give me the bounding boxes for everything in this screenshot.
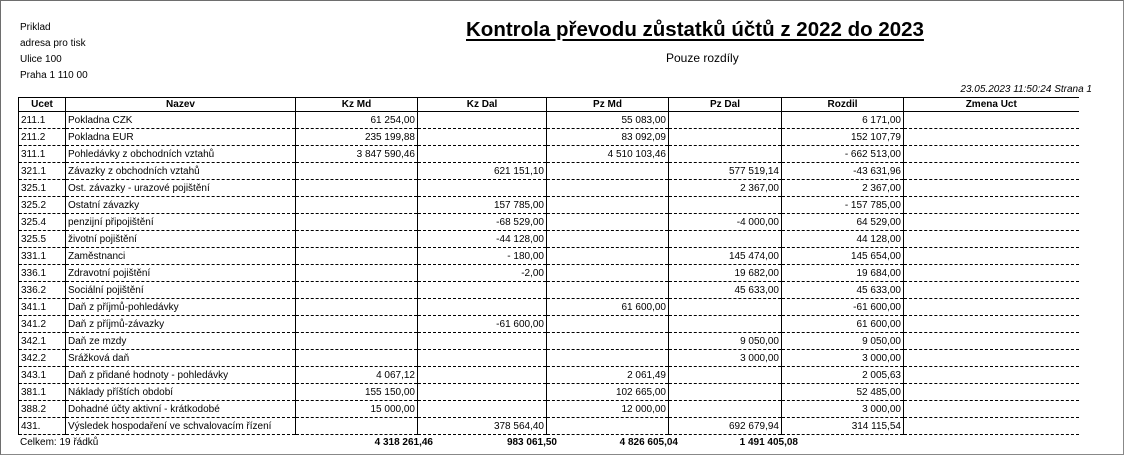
cell-kz-md — [296, 231, 418, 248]
report-title: Kontrola převodu zůstatků účtů z 2022 do 2023 — [466, 18, 924, 41]
table-row[interactable] — [19, 129, 1079, 146]
cell-pz-md: 2 061,49 — [547, 367, 669, 384]
table-row[interactable] — [19, 299, 1079, 316]
cell-pz-md — [547, 231, 669, 248]
cell-zmena-uct — [904, 401, 1079, 418]
cell-rozdil: -61 600,00 — [782, 299, 904, 316]
cell-pz-md — [547, 163, 669, 180]
cell-pz-dal — [669, 129, 782, 146]
cell-nazev: Sociální pojištění — [66, 282, 296, 299]
table-row[interactable] — [19, 248, 1079, 265]
cell-rozdil: - 157 785,00 — [782, 197, 904, 214]
table-row[interactable] — [19, 367, 1079, 384]
table-row[interactable] — [19, 163, 1079, 180]
cell-ucet: 343.1 — [19, 367, 66, 384]
cell-kz-md: 4 067,12 — [296, 367, 418, 384]
total-pz-dal: 1 491 405,08 — [739, 437, 798, 448]
cell-rozdil: 45 633,00 — [782, 282, 904, 299]
cell-zmena-uct — [904, 299, 1079, 316]
cell-pz-md — [547, 265, 669, 282]
cell-pz-md: 55 083,00 — [547, 112, 669, 129]
cell-kz-md: 155 150,00 — [296, 384, 418, 401]
cell-kz-dal: - 180,00 — [418, 248, 547, 265]
table-row[interactable] — [19, 231, 1079, 248]
cell-nazev: Daň z příjmů-závazky — [66, 316, 296, 333]
cell-pz-dal — [669, 299, 782, 316]
cell-pz-dal: 19 682,00 — [669, 265, 782, 282]
cell-ucet: 321.1 — [19, 163, 66, 180]
cell-ucet: 311.1 — [19, 146, 66, 163]
cell-kz-md — [296, 350, 418, 367]
col-header-kz-dal[interactable]: Kz Dal — [418, 98, 547, 112]
cell-rozdil: 145 654,00 — [782, 248, 904, 265]
total-kz-dal: 983 061,50 — [506, 437, 557, 448]
cell-ucet: 342.1 — [19, 333, 66, 350]
table-row[interactable] — [19, 282, 1079, 299]
cell-zmena-uct — [904, 197, 1079, 214]
cell-rozdil: 3 000,00 — [782, 350, 904, 367]
cell-kz-md — [296, 214, 418, 231]
cell-nazev: Pohledávky z obchodních vztahů — [66, 146, 296, 163]
cell-nazev: životní pojištění — [66, 231, 296, 248]
cell-nazev: Výsledek hospodaření ve schvalovacím řízení — [66, 418, 296, 435]
cell-nazev: Ost. závazky - urazové pojištění — [66, 180, 296, 197]
cell-rozdil: 19 684,00 — [782, 265, 904, 282]
cell-kz-md: 235 199,88 — [296, 129, 418, 146]
cell-kz-md — [296, 333, 418, 350]
table-row[interactable] — [19, 214, 1079, 231]
cell-pz-md: 61 600,00 — [547, 299, 669, 316]
table-row[interactable] — [19, 333, 1079, 350]
cell-pz-dal — [669, 316, 782, 333]
cell-pz-md — [547, 197, 669, 214]
cell-ucet: 431. — [19, 418, 66, 435]
cell-kz-md: 3 847 590,46 — [296, 146, 418, 163]
cell-pz-dal: -4 000,00 — [669, 214, 782, 231]
cell-rozdil: 9 050,00 — [782, 333, 904, 350]
cell-kz-md — [296, 299, 418, 316]
cell-zmena-uct — [904, 231, 1079, 248]
cell-rozdil: 61 600,00 — [782, 316, 904, 333]
cell-rozdil: - 662 513,00 — [782, 146, 904, 163]
cell-rozdil: 152 107,79 — [782, 129, 904, 146]
cell-zmena-uct — [904, 282, 1079, 299]
cell-pz-md: 102 665,00 — [547, 384, 669, 401]
cell-kz-md — [296, 180, 418, 197]
cell-rozdil: -43 631,96 — [782, 163, 904, 180]
total-kz-md: 4 318 261,46 — [374, 437, 433, 448]
cell-pz-dal — [669, 367, 782, 384]
cell-rozdil: 314 115,54 — [782, 418, 904, 435]
cell-zmena-uct — [904, 163, 1079, 180]
cell-pz-dal — [669, 231, 782, 248]
cell-pz-md: 83 092,09 — [547, 129, 669, 146]
cell-pz-dal — [669, 146, 782, 163]
cell-zmena-uct — [904, 129, 1079, 146]
cell-kz-dal: -61 600,00 — [418, 316, 547, 333]
cell-ucet: 336.1 — [19, 265, 66, 282]
col-header-nazev[interactable]: Nazev — [66, 98, 296, 112]
cell-kz-dal — [418, 367, 547, 384]
cell-nazev: Daň z přidané hodnoty - pohledávky — [66, 367, 296, 384]
cell-ucet: 381.1 — [19, 384, 66, 401]
col-header-pz-md[interactable]: Pz Md — [547, 98, 669, 112]
cell-nazev: Pokladna CZK — [66, 112, 296, 129]
cell-pz-md — [547, 418, 669, 435]
cell-pz-md — [547, 350, 669, 367]
cell-nazev: Daň ze mzdy — [66, 333, 296, 350]
cell-kz-dal — [418, 282, 547, 299]
cell-zmena-uct — [904, 214, 1079, 231]
cell-pz-md: 4 510 103,46 — [547, 146, 669, 163]
cell-nazev: Daň z příjmů-pohledávky — [66, 299, 296, 316]
cell-kz-dal: 621 151,10 — [418, 163, 547, 180]
cell-kz-md — [296, 316, 418, 333]
table-header-row — [19, 98, 1079, 112]
cell-zmena-uct — [904, 384, 1079, 401]
cell-pz-dal — [669, 112, 782, 129]
cell-pz-md — [547, 316, 669, 333]
cell-kz-dal: -44 128,00 — [418, 231, 547, 248]
cell-pz-md — [547, 248, 669, 265]
cell-rozdil: 6 171,00 — [782, 112, 904, 129]
cell-nazev: Zdravotní pojištění — [66, 265, 296, 282]
cell-ucet: 336.2 — [19, 282, 66, 299]
cell-kz-md — [296, 248, 418, 265]
cell-rozdil: 2 367,00 — [782, 180, 904, 197]
cell-kz-dal — [418, 350, 547, 367]
report-subtitle: Pouze rozdíly — [666, 51, 739, 65]
cell-kz-dal — [418, 401, 547, 418]
cell-ucet: 325.4 — [19, 214, 66, 231]
cell-nazev: Náklady příštích období — [66, 384, 296, 401]
cell-kz-md: 61 254,00 — [296, 112, 418, 129]
cell-kz-dal: 378 564,40 — [418, 418, 547, 435]
cell-kz-dal — [418, 129, 547, 146]
cell-pz-dal — [669, 401, 782, 418]
cell-zmena-uct — [904, 146, 1079, 163]
cell-ucet: 325.2 — [19, 197, 66, 214]
cell-kz-md — [296, 163, 418, 180]
table-row[interactable] — [19, 197, 1079, 214]
cell-nazev: Zaměstnanci — [66, 248, 296, 265]
cell-ucet: 211.1 — [19, 112, 66, 129]
col-header-pz-dal[interactable]: Pz Dal — [669, 98, 782, 112]
total-pz-md: 4 826 605,04 — [619, 437, 678, 448]
cell-zmena-uct — [904, 112, 1079, 129]
balance-table — [18, 97, 1079, 435]
company-city: Praha 1 110 00 — [20, 70, 88, 81]
cell-ucet: 342.2 — [19, 350, 66, 367]
cell-ucet: 325.5 — [19, 231, 66, 248]
cell-rozdil: 3 000,00 — [782, 401, 904, 418]
cell-nazev: Závazky z obchodních vztahů — [66, 163, 296, 180]
cell-pz-md — [547, 214, 669, 231]
col-header-zmena-uct[interactable]: Zmena Uct — [904, 98, 1079, 112]
cell-kz-md — [296, 282, 418, 299]
cell-kz-dal — [418, 384, 547, 401]
cell-rozdil: 52 485,00 — [782, 384, 904, 401]
table-row[interactable] — [19, 401, 1079, 418]
cell-kz-dal: 157 785,00 — [418, 197, 547, 214]
cell-rozdil: 44 128,00 — [782, 231, 904, 248]
col-header-ucet[interactable]: Ucet — [19, 98, 66, 112]
print-timestamp: 23.05.2023 11:50:24 Strana 1 — [960, 84, 1092, 95]
cell-zmena-uct — [904, 350, 1079, 367]
company-address — [20, 20, 88, 84]
col-header-kz-md[interactable]: Kz Md — [296, 98, 418, 112]
cell-pz-md — [547, 333, 669, 350]
cell-nazev: Dohadné účty aktivní - krátkodobé — [66, 401, 296, 418]
table-row[interactable] — [19, 146, 1079, 163]
cell-ucet: 388.2 — [19, 401, 66, 418]
table-footer — [18, 437, 1108, 451]
cell-zmena-uct — [904, 418, 1079, 435]
cell-pz-dal: 2 367,00 — [669, 180, 782, 197]
cell-kz-dal — [418, 299, 547, 316]
cell-nazev: Ostatní závazky — [66, 197, 296, 214]
cell-rozdil: 64 529,00 — [782, 214, 904, 231]
cell-kz-dal — [418, 333, 547, 350]
cell-kz-md — [296, 418, 418, 435]
cell-ucet: 211.2 — [19, 129, 66, 146]
table-row[interactable] — [19, 316, 1079, 333]
cell-nazev: Srážková daň — [66, 350, 296, 367]
cell-kz-dal — [418, 146, 547, 163]
table-row[interactable] — [19, 350, 1079, 367]
cell-zmena-uct — [904, 265, 1079, 282]
cell-pz-dal: 145 474,00 — [669, 248, 782, 265]
table-row[interactable] — [19, 180, 1079, 197]
cell-pz-md — [547, 282, 669, 299]
cell-nazev: Pokladna EUR — [66, 129, 296, 146]
cell-kz-md — [296, 265, 418, 282]
company-address-line: adresa pro tisk — [20, 38, 86, 49]
cell-pz-dal: 692 679,94 — [669, 418, 782, 435]
cell-zmena-uct — [904, 316, 1079, 333]
table-row[interactable] — [19, 112, 1079, 129]
cell-pz-md: 12 000,00 — [547, 401, 669, 418]
table-row[interactable] — [19, 384, 1079, 401]
cell-zmena-uct — [904, 367, 1079, 384]
cell-kz-dal: -68 529,00 — [418, 214, 547, 231]
cell-zmena-uct — [904, 333, 1079, 350]
cell-zmena-uct — [904, 180, 1079, 197]
cell-ucet: 341.1 — [19, 299, 66, 316]
cell-kz-dal: -2,00 — [418, 265, 547, 282]
cell-nazev: penzijní připojištění — [66, 214, 296, 231]
company-street: Ulice 100 — [20, 54, 62, 65]
cell-kz-dal — [418, 180, 547, 197]
cell-ucet: 325.1 — [19, 180, 66, 197]
cell-rozdil: 2 005,63 — [782, 367, 904, 384]
cell-pz-dal: 3 000,00 — [669, 350, 782, 367]
row-count: Celkem: 19 řádků — [20, 437, 99, 448]
cell-pz-dal: 577 519,14 — [669, 163, 782, 180]
cell-ucet: 331.1 — [19, 248, 66, 265]
cell-kz-md — [296, 197, 418, 214]
company-name: Priklad — [20, 22, 51, 33]
cell-pz-dal: 45 633,00 — [669, 282, 782, 299]
table-row[interactable] — [19, 265, 1079, 282]
cell-pz-dal: 9 050,00 — [669, 333, 782, 350]
cell-ucet: 341.2 — [19, 316, 66, 333]
cell-zmena-uct — [904, 248, 1079, 265]
table-row[interactable] — [19, 418, 1079, 435]
cell-pz-dal — [669, 384, 782, 401]
col-header-rozdil[interactable]: Rozdil — [782, 98, 904, 112]
cell-kz-dal — [418, 112, 547, 129]
cell-pz-md — [547, 180, 669, 197]
cell-pz-dal — [669, 197, 782, 214]
cell-kz-md: 15 000,00 — [296, 401, 418, 418]
